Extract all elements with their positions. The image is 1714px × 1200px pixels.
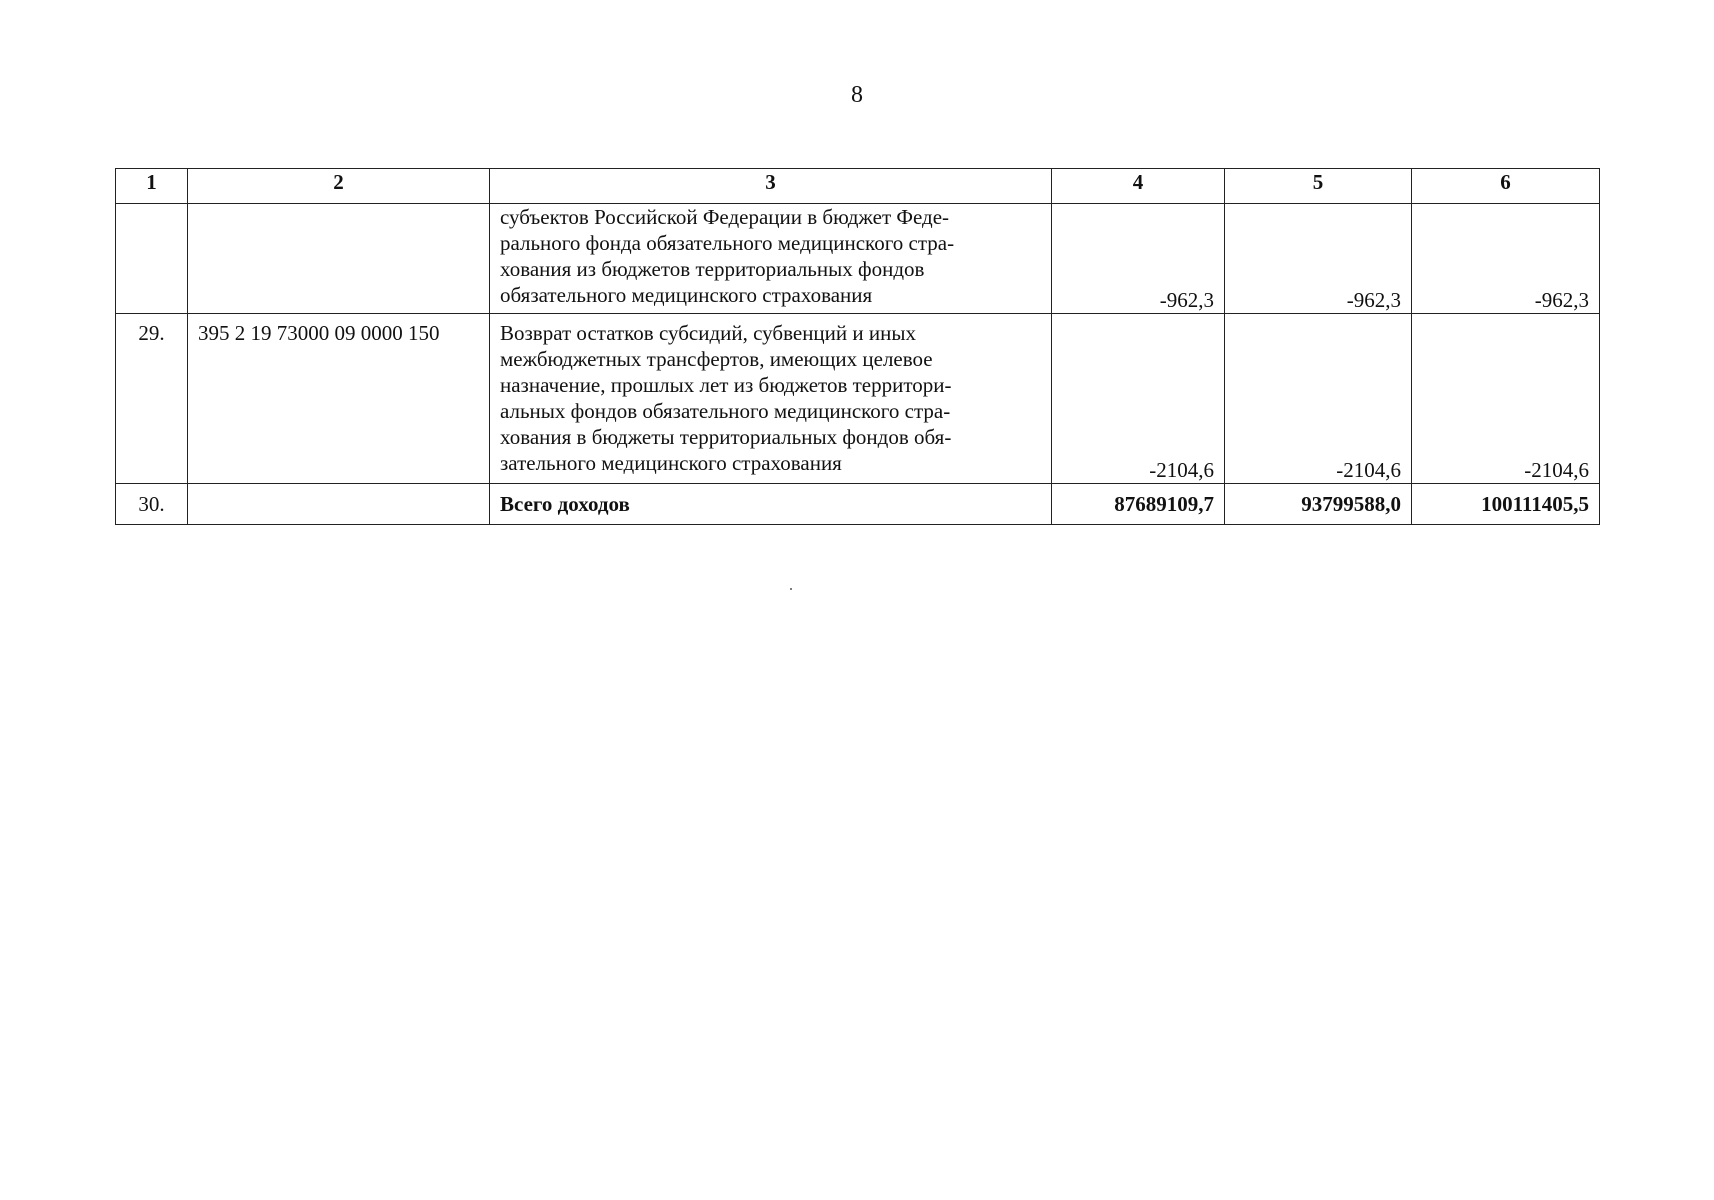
- column-header-5: 5: [1225, 169, 1412, 204]
- revenue-table: [115, 168, 1600, 525]
- column-header-1: 1: [116, 169, 188, 204]
- table-row: [116, 204, 1600, 314]
- row-number: 29.: [116, 314, 188, 484]
- column-header-3: 3: [490, 169, 1052, 204]
- total-row: [116, 484, 1600, 525]
- value-col-4: -962,3: [1052, 204, 1225, 314]
- budget-code: [188, 484, 490, 525]
- column-header-2: 2: [188, 169, 490, 204]
- scan-speck: [790, 588, 792, 590]
- total-col-5: 93799588,0: [1225, 484, 1412, 525]
- column-header-6: 6: [1412, 169, 1600, 204]
- total-label: Всего доходов: [490, 484, 1052, 525]
- column-header-4: 4: [1052, 169, 1225, 204]
- page-number: 8: [851, 82, 863, 108]
- budget-code: [188, 204, 490, 314]
- row-description: субъектов Российской Федерации в бюджет Феде- ральнoго фонда обязательного медицинского стра- хования из бюджетов территориальных фондов обязательного медицинского страхования: [490, 204, 1052, 314]
- total-col-4: 87689109,7: [1052, 484, 1225, 525]
- table-header-row: [116, 169, 1600, 204]
- value-col-4: -2104,6: [1052, 314, 1225, 484]
- table-row: [116, 314, 1600, 484]
- row-number: [116, 204, 188, 314]
- value-col-6: -2104,6: [1412, 314, 1600, 484]
- value-col-5: -2104,6: [1225, 314, 1412, 484]
- value-col-6: -962,3: [1412, 204, 1600, 314]
- row-description: Возврат остатков субсидий, субвенций и иных межбюджетных трансфертов, имеющих целевое назначение, прошлых лет из бюджетов территори- альных фондов обязательного медицинского стра- хования в бюджеты территориальных фондов обя- зательного медицинского страхования: [490, 314, 1052, 484]
- row-number: 30.: [116, 484, 188, 525]
- value-col-5: -962,3: [1225, 204, 1412, 314]
- budget-code: 395 2 19 73000 09 0000 150: [188, 314, 490, 484]
- total-col-6: 100111405,5: [1412, 484, 1600, 525]
